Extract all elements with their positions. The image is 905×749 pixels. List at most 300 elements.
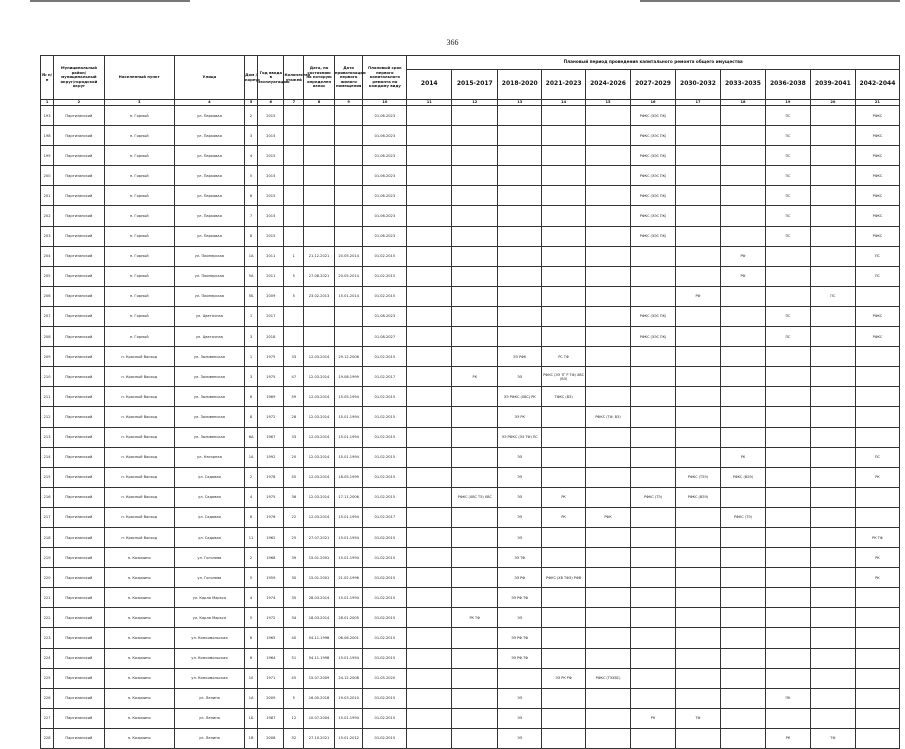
floors-cell: 40	[284, 628, 304, 648]
street-cell: ул. Парковая	[174, 106, 244, 126]
table-row	[41, 347, 900, 367]
table-row	[41, 548, 900, 568]
row-number-cell: 211	[41, 387, 54, 407]
plan-period-cell	[855, 588, 899, 608]
plan-period-cell	[452, 347, 498, 367]
plan-period-cell	[542, 608, 586, 628]
privatization-date-cell: 15.05.1994	[334, 387, 363, 407]
plan-period-cell	[407, 527, 452, 547]
year-header: 2015-2017	[452, 70, 498, 100]
plan-period-cell	[542, 588, 586, 608]
plan-period-cell: РФКС (ЭЭС ПК)	[631, 306, 676, 326]
first-term-cell: 01.02.2015	[363, 347, 407, 367]
plan-period-cell: РФ	[676, 286, 721, 306]
floors-cell: 30	[284, 568, 304, 588]
plan-period-cell	[631, 387, 676, 407]
plan-period-cell: РФКС	[855, 186, 899, 206]
plan-period-cell	[765, 568, 810, 588]
house-cell: 3	[244, 367, 257, 387]
plan-period-cell	[542, 688, 586, 708]
year-built-cell: 1974	[258, 588, 284, 608]
plan-period-cell	[452, 387, 498, 407]
plan-period-cell	[810, 347, 855, 367]
header-settlement: Населенный пункт	[104, 56, 174, 100]
street-cell: ул. Комсомольская	[174, 668, 244, 688]
plan-period-cell: РФКС	[855, 306, 899, 326]
table-row	[41, 407, 900, 427]
plan-period-cell	[765, 367, 810, 387]
plan-period-cell	[855, 708, 899, 728]
last-repair-date-cell: 10.07.2004	[304, 708, 335, 728]
first-term-cell: 01.06.2023	[363, 226, 407, 246]
privatization-date-cell: 20.05.2014	[334, 266, 363, 286]
plan-period-cell	[498, 246, 542, 266]
row-number-cell: 223	[41, 628, 54, 648]
settlement-cell: п. Горный	[104, 246, 174, 266]
plan-period-cell	[720, 648, 765, 668]
municipality-cell: Партизанский	[54, 367, 104, 387]
table-row	[41, 327, 900, 347]
plan-period-cell	[407, 206, 452, 226]
floors-cell: 5	[284, 688, 304, 708]
row-number-cell: 215	[41, 467, 54, 487]
first-term-cell: 01.05.2020	[363, 668, 407, 688]
plan-period-cell	[407, 106, 452, 126]
plan-period-cell	[498, 206, 542, 226]
last-repair-date-cell	[304, 327, 335, 347]
settlement-cell: п. Красный Восход	[104, 447, 174, 467]
column-number: 18	[720, 100, 765, 106]
floors-cell	[284, 206, 304, 226]
privatization-date-cell	[334, 186, 363, 206]
house-cell: 1А	[244, 447, 257, 467]
plan-period-cell	[407, 266, 452, 286]
plan-period-cell	[542, 628, 586, 648]
plan-period-cell	[720, 427, 765, 447]
plan-period-cell	[676, 688, 721, 708]
plan-period-cell	[676, 728, 721, 748]
plan-period-cell	[452, 588, 498, 608]
municipality-cell: Партизанский	[54, 387, 104, 407]
year-built-cell: 1967	[258, 427, 284, 447]
plan-period-cell	[810, 568, 855, 588]
plan-period-cell: ЭЭ	[498, 527, 542, 547]
column-number: 21	[855, 100, 899, 106]
plan-period-cell	[452, 467, 498, 487]
header-first-term: Плановый срок первого капитального ремонта по каждому виду	[363, 56, 407, 100]
plan-period-cell	[498, 146, 542, 166]
plan-period-cell	[542, 146, 586, 166]
plan-period-cell	[855, 608, 899, 628]
street-cell: ул. Садовая	[174, 507, 244, 527]
plan-period-cell	[720, 608, 765, 628]
plan-period-cell	[452, 668, 498, 688]
municipality-cell: Партизанский	[54, 608, 104, 628]
first-term-cell: 01.06.2023	[363, 126, 407, 146]
year-header: 2024-2026	[586, 70, 631, 100]
floors-cell: 35	[284, 588, 304, 608]
plan-period-cell: ТФ	[676, 708, 721, 728]
house-cell: 6	[244, 387, 257, 407]
street-cell: ул. Заливенская	[174, 387, 244, 407]
plan-period-cell	[765, 548, 810, 568]
municipality-cell: Партизанский	[54, 467, 104, 487]
year-header: 2042-2044	[855, 70, 899, 100]
plan-period-cell	[720, 186, 765, 206]
privatization-date-cell: 15.01.1994	[334, 548, 363, 568]
house-cell: 8	[244, 648, 257, 668]
settlement-cell: п. Козьмино	[104, 728, 174, 748]
plan-period-cell	[542, 427, 586, 447]
plan-period-cell	[498, 286, 542, 306]
first-term-cell: 01.02.2015	[363, 628, 407, 648]
plan-period-cell	[720, 668, 765, 688]
street-cell: ул. Пионерская	[174, 286, 244, 306]
plan-period-cell	[676, 608, 721, 628]
last-repair-date-cell: 12.03.2014	[304, 387, 335, 407]
last-repair-date-cell: 12.03.2014	[304, 347, 335, 367]
plan-period-cell	[452, 306, 498, 326]
plan-period-cell	[586, 387, 631, 407]
plan-period-cell	[810, 467, 855, 487]
last-repair-date-cell: 12.03.2014	[304, 427, 335, 447]
table-row	[41, 568, 900, 588]
row-number-cell: 205	[41, 266, 54, 286]
plan-period-cell	[676, 668, 721, 688]
plan-period-cell: ПС	[855, 246, 899, 266]
first-term-cell: 01.02.2015	[363, 447, 407, 467]
settlement-cell: п. Козьмино	[104, 608, 174, 628]
plan-period-cell: РФКС (ВЭЭ)	[720, 467, 765, 487]
year-built-cell: 1964	[258, 648, 284, 668]
street-cell: ул. Ленина	[174, 688, 244, 708]
settlement-cell: п. Красный Восход	[104, 367, 174, 387]
plan-period-cell: ПС	[765, 306, 810, 326]
first-term-cell: 01.02.2015	[363, 688, 407, 708]
privatization-date-cell: 18.05.1999	[334, 467, 363, 487]
row-number-cell: 204	[41, 246, 54, 266]
municipality-cell: Партизанский	[54, 286, 104, 306]
house-cell: 8	[244, 507, 257, 527]
settlement-cell: п. Красный Восход	[104, 407, 174, 427]
last-repair-date-cell: 21.12.2021	[304, 246, 335, 266]
table-row	[41, 306, 900, 326]
plan-period-cell	[452, 106, 498, 126]
plan-period-cell	[810, 648, 855, 668]
privatization-date-cell: 15.01.1994	[334, 427, 363, 447]
last-repair-date-cell: 28.03.2014	[304, 588, 335, 608]
plan-period-cell: РК	[855, 568, 899, 588]
plan-period-cell: РФКС (ЭЭ ТГ Р ТФ) ХВС (ВЭ)	[542, 367, 586, 387]
plan-period-cell: РФКС (ТФ, ВЭ)	[586, 407, 631, 427]
house-cell: 5	[244, 608, 257, 628]
first-term-cell: 01.02.2015	[363, 387, 407, 407]
privatization-date-cell	[334, 306, 363, 326]
last-repair-date-cell: 27.07.2021	[304, 527, 335, 547]
floors-cell: 5	[284, 286, 304, 306]
plan-period-cell	[631, 527, 676, 547]
privatization-date-cell: 06.06.2001	[334, 628, 363, 648]
plan-period-cell	[676, 427, 721, 447]
table-row	[41, 467, 900, 487]
plan-period-cell: РК	[765, 728, 810, 748]
plan-period-cell: ЭЭ РФ ТФ	[498, 648, 542, 668]
plan-period-cell: ЭЭ РФКС (ХВС) РК	[498, 387, 542, 407]
year-built-cell: 2009	[258, 688, 284, 708]
floors-cell: 45	[284, 668, 304, 688]
plan-period-cell	[452, 226, 498, 246]
settlement-cell: п. Горный	[104, 166, 174, 186]
house-cell: 1Б	[244, 708, 257, 728]
year-built-cell: 1968	[258, 548, 284, 568]
first-term-cell: 01.02.2015	[363, 548, 407, 568]
row-number-cell: 227	[41, 708, 54, 728]
plan-period-cell	[810, 367, 855, 387]
settlement-cell: п. Горный	[104, 106, 174, 126]
year-header: 2014	[407, 70, 452, 100]
municipality-cell: Партизанский	[54, 568, 104, 588]
plan-period-cell	[631, 407, 676, 427]
floors-cell	[284, 186, 304, 206]
plan-period-cell: РФКС (ТЭХВС)	[586, 668, 631, 688]
header-row-top	[41, 56, 900, 70]
street-cell: ул. Парковая	[174, 146, 244, 166]
plan-period-cell	[810, 306, 855, 326]
plan-period-cell: РФКС	[855, 327, 899, 347]
plan-period-cell: ЭЭ	[498, 487, 542, 507]
plan-period-cell	[586, 688, 631, 708]
plan-period-cell: РФКС	[855, 106, 899, 126]
capital-repair-register-table	[40, 55, 900, 749]
plan-period-cell	[586, 226, 631, 246]
last-repair-date-cell: 27.08.2021	[304, 266, 335, 286]
plan-period-cell	[810, 146, 855, 166]
settlement-cell: п. Горный	[104, 266, 174, 286]
first-term-cell: 01.06.2023	[363, 106, 407, 126]
plan-period-cell	[407, 427, 452, 447]
plan-period-cell	[676, 588, 721, 608]
first-term-cell: 01.02.2015	[363, 266, 407, 286]
plan-period-cell	[765, 407, 810, 427]
municipality-cell: Партизанский	[54, 507, 104, 527]
plan-period-cell: РФКС	[855, 206, 899, 226]
year-built-cell: 1975	[258, 487, 284, 507]
privatization-date-cell: 20.05.2014	[334, 246, 363, 266]
first-term-cell: 01.02.2015	[363, 708, 407, 728]
floors-cell: 5	[284, 266, 304, 286]
floors-cell: 20	[284, 447, 304, 467]
house-cell: 6А	[244, 427, 257, 447]
plan-period-cell: ЭЭ	[498, 608, 542, 628]
plan-period-cell	[855, 367, 899, 387]
plan-period-cell	[542, 246, 586, 266]
plan-period-cell: РК	[452, 367, 498, 387]
plan-period-cell	[407, 387, 452, 407]
row-number-cell: 210	[41, 367, 54, 387]
plan-period-cell	[765, 608, 810, 628]
municipality-cell: Партизанский	[54, 146, 104, 166]
house-cell: 8	[244, 226, 257, 246]
year-built-cell: 1972	[258, 407, 284, 427]
year-built-cell: 1965	[258, 628, 284, 648]
privatization-date-cell: 29.12.2006	[334, 347, 363, 367]
plan-period-cell	[631, 608, 676, 628]
plan-period-cell: РК	[631, 708, 676, 728]
plan-period-cell	[720, 407, 765, 427]
plan-period-cell	[676, 146, 721, 166]
plan-period-cell	[407, 146, 452, 166]
header-municipality: Муниципальный район/муниципальный округ/городской округ	[54, 56, 104, 100]
table-row	[41, 226, 900, 246]
plan-period-cell	[810, 548, 855, 568]
first-term-cell: 01.08.2027	[363, 327, 407, 347]
plan-period-cell	[765, 648, 810, 668]
plan-period-cell	[720, 126, 765, 146]
plan-period-cell	[542, 708, 586, 728]
plan-period-cell	[765, 467, 810, 487]
plan-period-cell	[542, 548, 586, 568]
plan-period-cell	[676, 648, 721, 668]
plan-period-cell: РФКС (ЭЭС ПК)	[631, 186, 676, 206]
plan-period-cell: РФКС (ЭЭС ПК)	[631, 226, 676, 246]
plan-period-cell: ЭЭ	[498, 447, 542, 467]
plan-period-cell	[810, 206, 855, 226]
last-repair-date-cell	[304, 306, 335, 326]
floors-cell: 25	[284, 527, 304, 547]
privatization-date-cell: 28.01.2005	[334, 608, 363, 628]
plan-period-cell: РК	[542, 487, 586, 507]
plan-period-cell	[586, 588, 631, 608]
settlement-cell: п. Горный	[104, 186, 174, 206]
plan-period-cell	[810, 527, 855, 547]
street-cell: ул. Парковая	[174, 206, 244, 226]
plan-period-cell	[542, 306, 586, 326]
plan-period-cell: РК ТФ	[855, 527, 899, 547]
column-number: 1	[41, 100, 54, 106]
plan-period-cell	[855, 728, 899, 748]
plan-period-cell	[810, 327, 855, 347]
settlement-cell: п. Горный	[104, 327, 174, 347]
settlement-cell: п. Красный Восход	[104, 427, 174, 447]
plan-period-cell: РФКС (ЭЭС ПК)	[631, 146, 676, 166]
plan-period-cell	[407, 708, 452, 728]
plan-period-cell	[810, 166, 855, 186]
plan-period-cell	[720, 166, 765, 186]
plan-period-cell: РК	[855, 467, 899, 487]
plan-period-cell	[452, 286, 498, 306]
plan-period-cell	[542, 648, 586, 668]
plan-period-cell: ПС	[765, 106, 810, 126]
plan-period-cell	[855, 487, 899, 507]
year-built-cell: 2011	[258, 246, 284, 266]
year-built-cell: 2017	[258, 306, 284, 326]
table-row	[41, 146, 900, 166]
street-cell: ул. Парковая	[174, 186, 244, 206]
column-number: 4	[174, 100, 244, 106]
plan-period-cell	[810, 387, 855, 407]
plan-period-cell: ПС	[855, 447, 899, 467]
settlement-cell: п. Козьмино	[104, 688, 174, 708]
year-built-cell: 2015	[258, 106, 284, 126]
plan-period-cell	[452, 206, 498, 226]
house-cell: 5	[244, 568, 257, 588]
row-number-cell: 218	[41, 527, 54, 547]
plan-period-cell: РФКС	[855, 126, 899, 146]
plan-period-cell	[765, 507, 810, 527]
plan-period-cell	[498, 166, 542, 186]
plan-period-cell: РФК	[586, 507, 631, 527]
plan-period-cell: ЭЭ	[498, 728, 542, 748]
plan-period-cell	[631, 507, 676, 527]
plan-period-cell	[586, 728, 631, 748]
privatization-date-cell: 15.01.1994	[334, 527, 363, 547]
plan-period-cell	[810, 226, 855, 246]
settlement-cell: п. Козьмино	[104, 708, 174, 728]
plan-period-cell: РФКС (ТЭЭ)	[676, 467, 721, 487]
floors-cell: 36	[284, 487, 304, 507]
header-last-repair-date: Дата, по состоянию на которую определен износ	[304, 56, 335, 100]
table-row	[41, 608, 900, 628]
table-row	[41, 186, 900, 206]
plan-period-cell	[452, 447, 498, 467]
plan-period-cell	[810, 186, 855, 206]
plan-period-cell	[631, 688, 676, 708]
plan-period-cell	[498, 306, 542, 326]
plan-period-cell: ЭЭ РК	[498, 407, 542, 427]
floors-cell: 33	[284, 347, 304, 367]
plan-period-cell: РФКС (ЭЭС ПК)	[631, 206, 676, 226]
plan-period-cell	[810, 126, 855, 146]
plan-period-cell	[498, 327, 542, 347]
privatization-date-cell	[334, 126, 363, 146]
last-repair-date-cell: 12.03.2014	[304, 487, 335, 507]
plan-period-cell	[765, 427, 810, 447]
plan-period-cell	[676, 347, 721, 367]
plan-period-cell: ЭЭ	[498, 507, 542, 527]
plan-period-cell	[498, 668, 542, 688]
plan-period-cell	[586, 146, 631, 166]
plan-period-cell	[720, 568, 765, 588]
plan-period-cell	[631, 467, 676, 487]
plan-period-cell: ПС	[765, 186, 810, 206]
first-term-cell: 01.06.2023	[363, 186, 407, 206]
settlement-cell: п. Красный Восход	[104, 347, 174, 367]
column-number: 3	[104, 100, 174, 106]
plan-period-cell	[631, 427, 676, 447]
settlement-cell: п. Красный Восход	[104, 527, 174, 547]
municipality-cell: Партизанский	[54, 106, 104, 126]
column-number: 5	[244, 100, 257, 106]
last-repair-date-cell	[304, 106, 335, 126]
plan-period-cell	[407, 568, 452, 588]
settlement-cell: п. Горный	[104, 206, 174, 226]
year-built-cell: 2008	[258, 728, 284, 748]
row-number-cell: 217	[41, 507, 54, 527]
plan-period-cell	[810, 608, 855, 628]
year-header: 2030-2032	[676, 70, 721, 100]
plan-period-cell	[452, 246, 498, 266]
page-number: 366	[446, 38, 459, 47]
plan-period-cell	[631, 588, 676, 608]
plan-period-cell: РФКС	[855, 146, 899, 166]
plan-period-cell	[765, 628, 810, 648]
floors-cell: 47	[284, 367, 304, 387]
municipality-cell: Партизанский	[54, 588, 104, 608]
year-built-cell: 1962	[258, 527, 284, 547]
column-number: 14	[542, 100, 586, 106]
house-cell: 4	[244, 146, 257, 166]
plan-period-cell	[586, 166, 631, 186]
